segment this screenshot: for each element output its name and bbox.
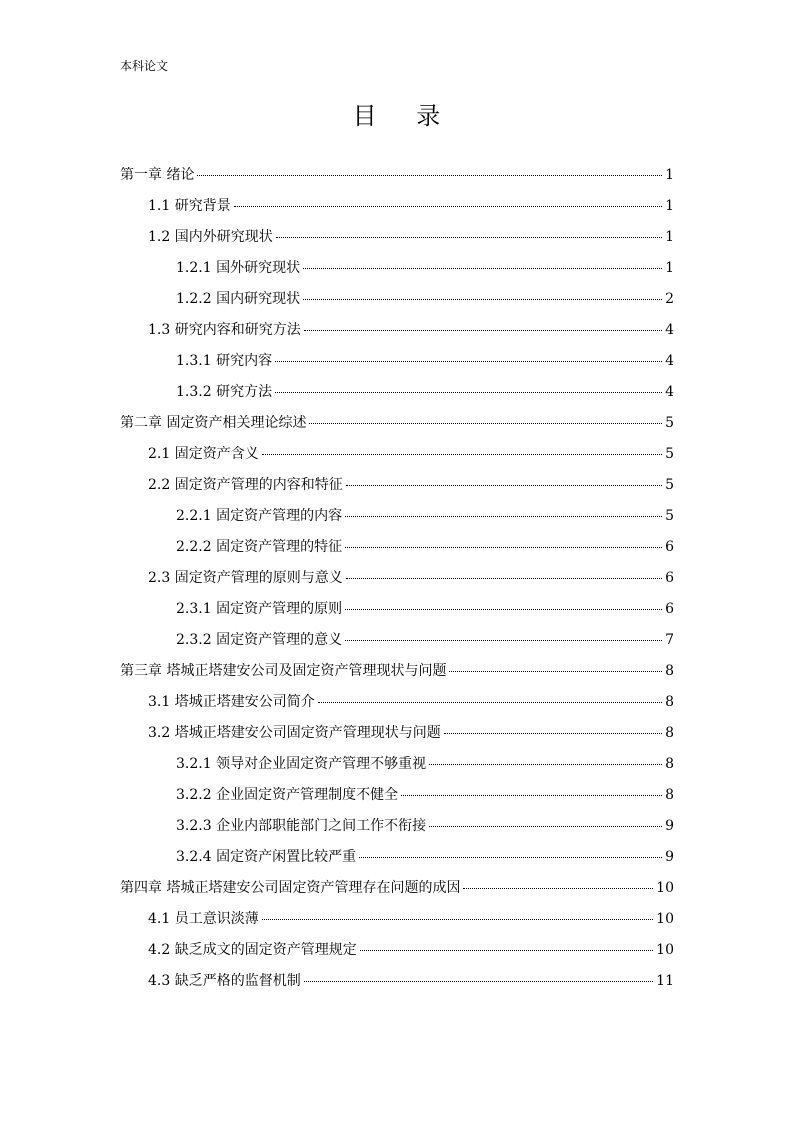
toc-entry-title: 1.2 国内外研究现状: [148, 229, 273, 245]
toc-entry-title: 第一章 绪论: [120, 167, 195, 183]
toc-entry-title: 3.2.4 固定资产闲置比较严重: [176, 849, 357, 865]
toc-entry-title: 2.3 固定资产管理的原则与意义: [148, 570, 343, 586]
toc-entry-title: 3.1 塔城正塔建安公司简介: [148, 694, 315, 710]
toc-dot-leader: [275, 392, 662, 393]
toc-entry[interactable]: [120, 380, 674, 411]
toc-entry-title: 4.2 缺乏成文的固定资产管理规定: [148, 942, 357, 958]
toc-entry-title: 第三章 塔城正塔建安公司及固定资产管理现状与问题: [120, 663, 447, 679]
toc-entry-title: 1.3.1 研究内容: [176, 353, 273, 369]
toc-entry[interactable]: [120, 349, 674, 380]
toc-page-number: 1: [665, 260, 674, 276]
toc-entry[interactable]: [120, 473, 674, 504]
toc-entry[interactable]: [120, 876, 674, 907]
toc-entry-title: 2.3.1 固定资产管理的原则: [176, 601, 343, 617]
toc-entry[interactable]: [120, 163, 674, 194]
toc-page-number: 5: [665, 415, 674, 431]
toc-dot-leader: [359, 857, 662, 858]
toc-dot-leader: [429, 764, 662, 765]
toc-dot-leader: [262, 919, 653, 920]
running-header: 本科论文: [120, 59, 169, 73]
toc-entry[interactable]: [120, 318, 674, 349]
table-of-contents: [120, 163, 674, 1000]
toc-dot-leader: [304, 981, 653, 982]
toc-page-number: 10: [656, 880, 674, 896]
toc-dot-leader: [346, 485, 662, 486]
toc-page-number: 8: [665, 694, 674, 710]
toc-entry-title: 3.2.3 企业内部职能部门之间工作不衔接: [176, 818, 427, 834]
toc-entry[interactable]: [120, 411, 674, 442]
toc-dot-leader: [345, 547, 662, 548]
toc-dot-leader: [197, 175, 662, 176]
toc-entry[interactable]: [120, 504, 674, 535]
toc-entry[interactable]: [120, 783, 674, 814]
toc-page-number: 6: [665, 570, 674, 586]
toc-entry[interactable]: [120, 628, 674, 659]
toc-entry[interactable]: [120, 566, 674, 597]
toc-page-number: 9: [665, 849, 674, 865]
toc-entry[interactable]: [120, 256, 674, 287]
toc-entry[interactable]: [120, 907, 674, 938]
toc-entry[interactable]: [120, 659, 674, 690]
toc-entry[interactable]: [120, 721, 674, 752]
toc-dot-leader: [345, 516, 662, 517]
toc-dot-leader: [345, 609, 662, 610]
toc-dot-leader: [345, 640, 662, 641]
toc-dot-leader: [303, 299, 662, 300]
toc-page-number: 11: [656, 973, 674, 989]
toc-page-number: 8: [665, 663, 674, 679]
toc-entry-title: 2.3.2 固定资产管理的意义: [176, 632, 343, 648]
toc-page-number: 5: [665, 446, 674, 462]
toc-page-number: 7: [665, 632, 674, 648]
toc-page-number: 2: [665, 291, 674, 307]
toc-page-number: 5: [665, 508, 674, 524]
toc-page-number: 8: [665, 756, 674, 772]
toc-dot-leader: [303, 268, 662, 269]
toc-entry[interactable]: [120, 690, 674, 721]
toc-page-number: 9: [665, 818, 674, 834]
toc-entry-title: 4.1 员工意识淡薄: [148, 911, 259, 927]
toc-entry[interactable]: [120, 752, 674, 783]
toc-dot-leader: [318, 702, 662, 703]
toc-dot-leader: [276, 237, 662, 238]
toc-dot-leader: [444, 733, 662, 734]
toc-entry-title: 第四章 塔城正塔建安公司固定资产管理存在问题的成因: [120, 880, 461, 896]
toc-entry[interactable]: [120, 287, 674, 318]
toc-entry[interactable]: [120, 938, 674, 969]
toc-entry[interactable]: [120, 225, 674, 256]
toc-page-number: 4: [665, 322, 674, 338]
toc-entry-title: 1.2.1 国外研究现状: [176, 260, 301, 276]
toc-entry[interactable]: [120, 814, 674, 845]
toc-entry-title: 3.2.1 领导对企业固定资产管理不够重视: [176, 756, 427, 772]
toc-entry-title: 3.2.2 企业固定资产管理制度不健全: [176, 787, 399, 803]
toc-page-number: 6: [665, 601, 674, 617]
toc-page-number: 4: [665, 353, 674, 369]
toc-page-number: 6: [665, 539, 674, 555]
toc-dot-leader: [304, 330, 662, 331]
toc-page-number: 10: [656, 942, 674, 958]
toc-entry[interactable]: [120, 442, 674, 473]
toc-page-number: 1: [665, 229, 674, 245]
toc-page-number: 1: [665, 167, 674, 183]
toc-entry-title: 2.2.2 固定资产管理的特征: [176, 539, 343, 555]
toc-dot-leader: [309, 423, 662, 424]
toc-dot-leader: [449, 671, 662, 672]
toc-entry[interactable]: [120, 597, 674, 628]
toc-page-number: 5: [665, 477, 674, 493]
page-title: 目 录: [352, 102, 457, 130]
toc-entry[interactable]: [120, 845, 674, 876]
toc-entry[interactable]: [120, 969, 674, 1000]
toc-dot-leader: [275, 361, 662, 362]
toc-dot-leader: [360, 950, 653, 951]
toc-page-number: 4: [665, 384, 674, 400]
toc-entry-title: 第二章 固定资产相关理论综述: [120, 415, 307, 431]
toc-entry-title: 3.2 塔城正塔建安公司固定资产管理现状与问题: [148, 725, 441, 741]
toc-entry-title: 2.1 固定资产含义: [148, 446, 259, 462]
toc-entry-title: 2.2 固定资产管理的内容和特征: [148, 477, 343, 493]
toc-dot-leader: [401, 795, 662, 796]
toc-entry-title: 1.1 研究背景: [148, 198, 231, 214]
toc-entry-title: 4.3 缺乏严格的监督机制: [148, 973, 301, 989]
toc-entry[interactable]: [120, 194, 674, 225]
toc-entry-title: 1.2.2 国内研究现状: [176, 291, 301, 307]
toc-dot-leader: [429, 826, 662, 827]
toc-page-number: 1: [665, 198, 674, 214]
toc-entry[interactable]: [120, 535, 674, 566]
toc-page-number: 8: [665, 725, 674, 741]
toc-entry-title: 1.3.2 研究方法: [176, 384, 273, 400]
toc-dot-leader: [346, 578, 662, 579]
toc-page-number: 8: [665, 787, 674, 803]
toc-dot-leader: [463, 888, 653, 889]
toc-entry-title: 2.2.1 固定资产管理的内容: [176, 508, 343, 524]
toc-dot-leader: [234, 206, 662, 207]
toc-entry-title: 1.3 研究内容和研究方法: [148, 322, 301, 338]
toc-dot-leader: [262, 454, 662, 455]
toc-page-number: 10: [656, 911, 674, 927]
